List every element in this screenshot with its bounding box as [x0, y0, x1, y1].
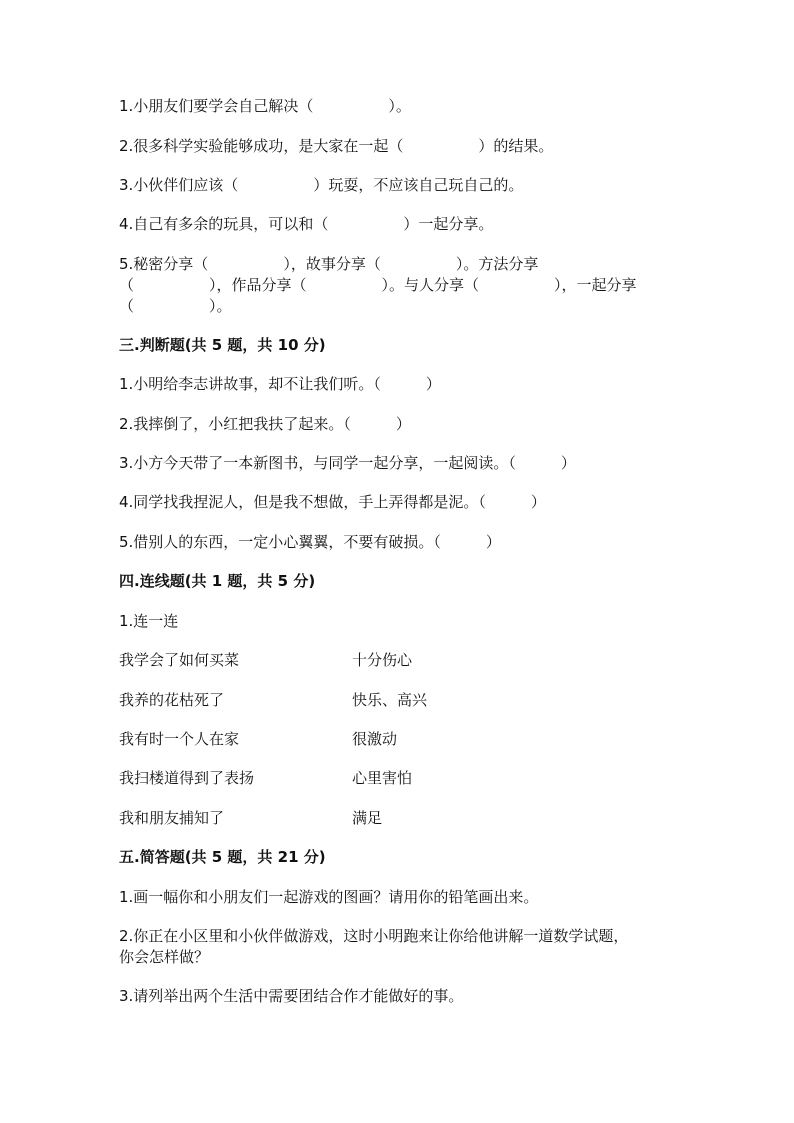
matching-right-item: 满足	[352, 809, 383, 827]
short-answer-q2-line1: 2.你正在小区里和小伙伴做游戏，这时小明跑来让你给他讲解一道数学试题，	[119, 927, 629, 945]
judge-heading: 三.判断题(共 5 题，共 10 分)	[119, 336, 326, 354]
matching-left-item: 我有时一个人在家	[119, 730, 240, 748]
matching-heading: 四.连线题(共 1 题，共 5 分)	[119, 572, 316, 590]
fill-blank-q5-line3: （ ）。	[119, 297, 232, 315]
fill-blank-q4: 4.自己有多余的玩具，可以和（ ）一起分享。	[119, 215, 494, 233]
judge-item: 3.小方今天带了一本新图书，与同学一起分享，一起阅读。（ ）	[119, 454, 576, 472]
short-answer-q2-line2: 你会怎样做？	[119, 948, 210, 966]
judge-item: 5.借别人的东西，一定小心翼翼，不要有破损。（ ）	[119, 533, 501, 551]
matching-right-item: 快乐、高兴	[352, 691, 428, 709]
short-answer-q3: 3.请列举出两个生活中需要团结合作才能做好的事。	[119, 987, 464, 1005]
matching-left-item: 我和朋友捕知了	[119, 809, 225, 827]
matching-left-item: 我学会了如何买菜	[119, 651, 240, 669]
short-answer-heading: 五.简答题(共 5 题，共 21 分)	[119, 848, 326, 866]
fill-blank-q3: 3.小伙伴们应该（ ）玩耍，不应该自己玩自己的。	[119, 176, 524, 194]
matching-right-item: 心里害怕	[352, 769, 413, 787]
matching-right-item: 很激动	[352, 730, 398, 748]
judge-item: 1.小明给李志讲故事，却不让我们听。（ ）	[119, 375, 441, 393]
matching-left-item: 我扫楼道得到了表扬	[119, 769, 255, 787]
fill-blank-q1: 1.小朋友们要学会自己解决（ ）。	[119, 97, 411, 115]
matching-left-item: 我养的花枯死了	[119, 691, 225, 709]
matching-right-item: 十分伤心	[352, 651, 413, 669]
matching-instruction: 1.连一连	[119, 612, 179, 630]
fill-blank-q5-line2: （ ），作品分享（ ）。与人分享（ ），一起分享	[119, 276, 637, 294]
short-answer-q1: 1.画一幅你和小朋友们一起游戏的图画？请用你的铅笔画出来。	[119, 888, 539, 906]
judge-item: 4.同学找我捏泥人，但是我不想做，手上弄得都是泥。（ ）	[119, 493, 546, 511]
judge-item: 2.我摔倒了，小红把我扶了起来。（ ）	[119, 415, 411, 433]
fill-blank-q2: 2.很多科学实验能够成功，是大家在一起（ ）的结果。	[119, 137, 554, 155]
fill-blank-q5-line1: 5.秘密分享（ ），故事分享（ ）。方法分享	[119, 255, 539, 273]
